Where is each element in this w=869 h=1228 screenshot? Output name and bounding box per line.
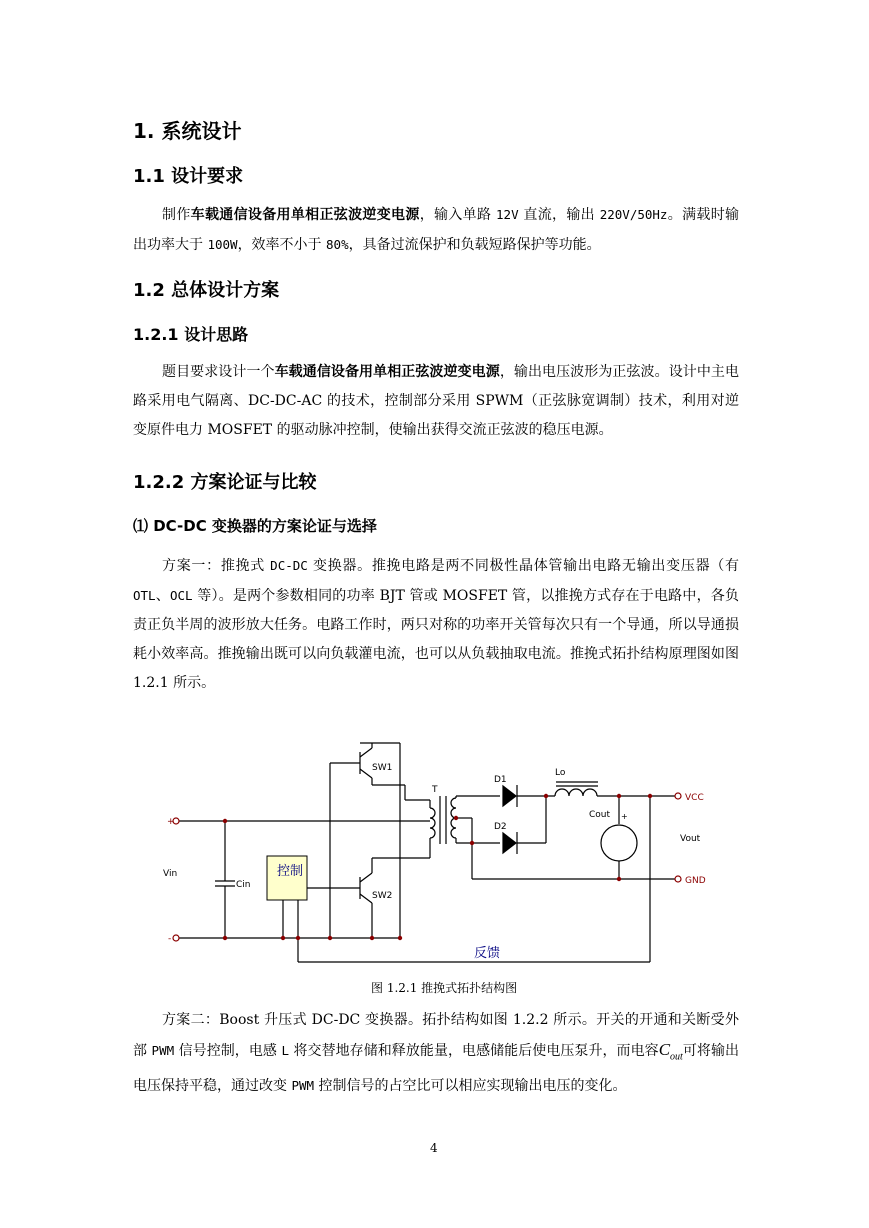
label-vcc: VCC xyxy=(685,793,704,803)
label-lo: Lo xyxy=(555,768,566,778)
section-heading: 1. 系统设计 xyxy=(133,119,242,143)
label-vin: Vin xyxy=(163,869,178,879)
subsection-heading: 1.2 总体设计方案 xyxy=(133,280,280,301)
paragraph-design-idea: 题目要求设计一个车载通信设备用单相正弦波逆变电源，输出电压波形为正弦波。设计中主电路采用电气隔离、DC-DC-AC 的技术，控制部分采用 SPWM（正弦脉宽调制）技术，利用对逆变原件电力 MOSFET 的驱动脉冲控制，使输出获得交流正弦波的稳压电源。 xyxy=(133,364,740,438)
label-cout-plus: + xyxy=(621,812,628,821)
label-sw1: SW1 xyxy=(372,763,393,773)
subsubsection-heading: 1.2.1 设计思路 xyxy=(133,325,249,344)
label-gnd: GND xyxy=(685,876,706,886)
page-number: 4 xyxy=(430,1141,438,1155)
label-control: 控制 xyxy=(277,864,304,879)
cout-symbol: $C_{out}$ xyxy=(658,1040,683,1063)
label-cin: Cin xyxy=(236,880,251,890)
label-d2: D2 xyxy=(494,822,507,832)
paragraph-scheme-one: 方案一：推挽式 DC-DC 变换器。推挽电路是两不同极性晶体管输出电路无输出变压器（有 OTL、OCL 等）。是两个参数相同的功率 BJT 管或 MOSFET 管，以推挽方式存在于电路中，各负责正负半周的波形放大任务。电路工作时，两只对称的功率开关管每次只有一个导通，所以导通损耗小效率高。推挽输出既可以向负载灌电流，也可以从负载抽取电流。推挽式拓扑结构原理图如图 1.2.1 所示。 xyxy=(133,558,740,691)
figure-caption: 图 1.2.1 推挽式拓扑结构图 xyxy=(371,981,518,995)
subsection-heading: 1.1 设计要求 xyxy=(133,166,244,187)
subsubsection-heading: 1.2.2 方案论证与比较 xyxy=(133,472,317,493)
paragraph-requirements: 制作车载通信设备用单相正弦波逆变电源，输入单路 12V 直流，输出 220V/50Hz。满载时输出功率大于 100W，效率不小于 80%，具备过流保护和负载短路保护等功能。 xyxy=(133,207,740,253)
item-heading: ⑴ DC-DC 变换器的方案论证与选择 xyxy=(133,517,377,535)
label-plus-input: + xyxy=(167,817,175,827)
label-cout: Cout xyxy=(589,810,611,820)
label-vout: Vout xyxy=(680,834,701,844)
label-sw2: SW2 xyxy=(372,891,393,901)
label-feedback: 反馈 xyxy=(474,946,501,961)
label-minus-input: - xyxy=(168,934,172,944)
label-transformer: T xyxy=(432,785,438,795)
label-d1: D1 xyxy=(494,775,507,785)
push-pull-circuit-diagram xyxy=(155,735,715,970)
paragraph-scheme-two: 方案二：Boost 升压式 DC-DC 变换器。拓扑结构如图 1.2.2 所示。开关的开通和关断受外部 PWM 信号控制，电感 L 将交替地存储和释放能量，电感储能后使电压泵升，而电容$C_{out}$可将输出电压保持平稳，通过改变 PWM 控制信号的占空比可以相应实现输出电压的变化。 xyxy=(133,1012,740,1095)
